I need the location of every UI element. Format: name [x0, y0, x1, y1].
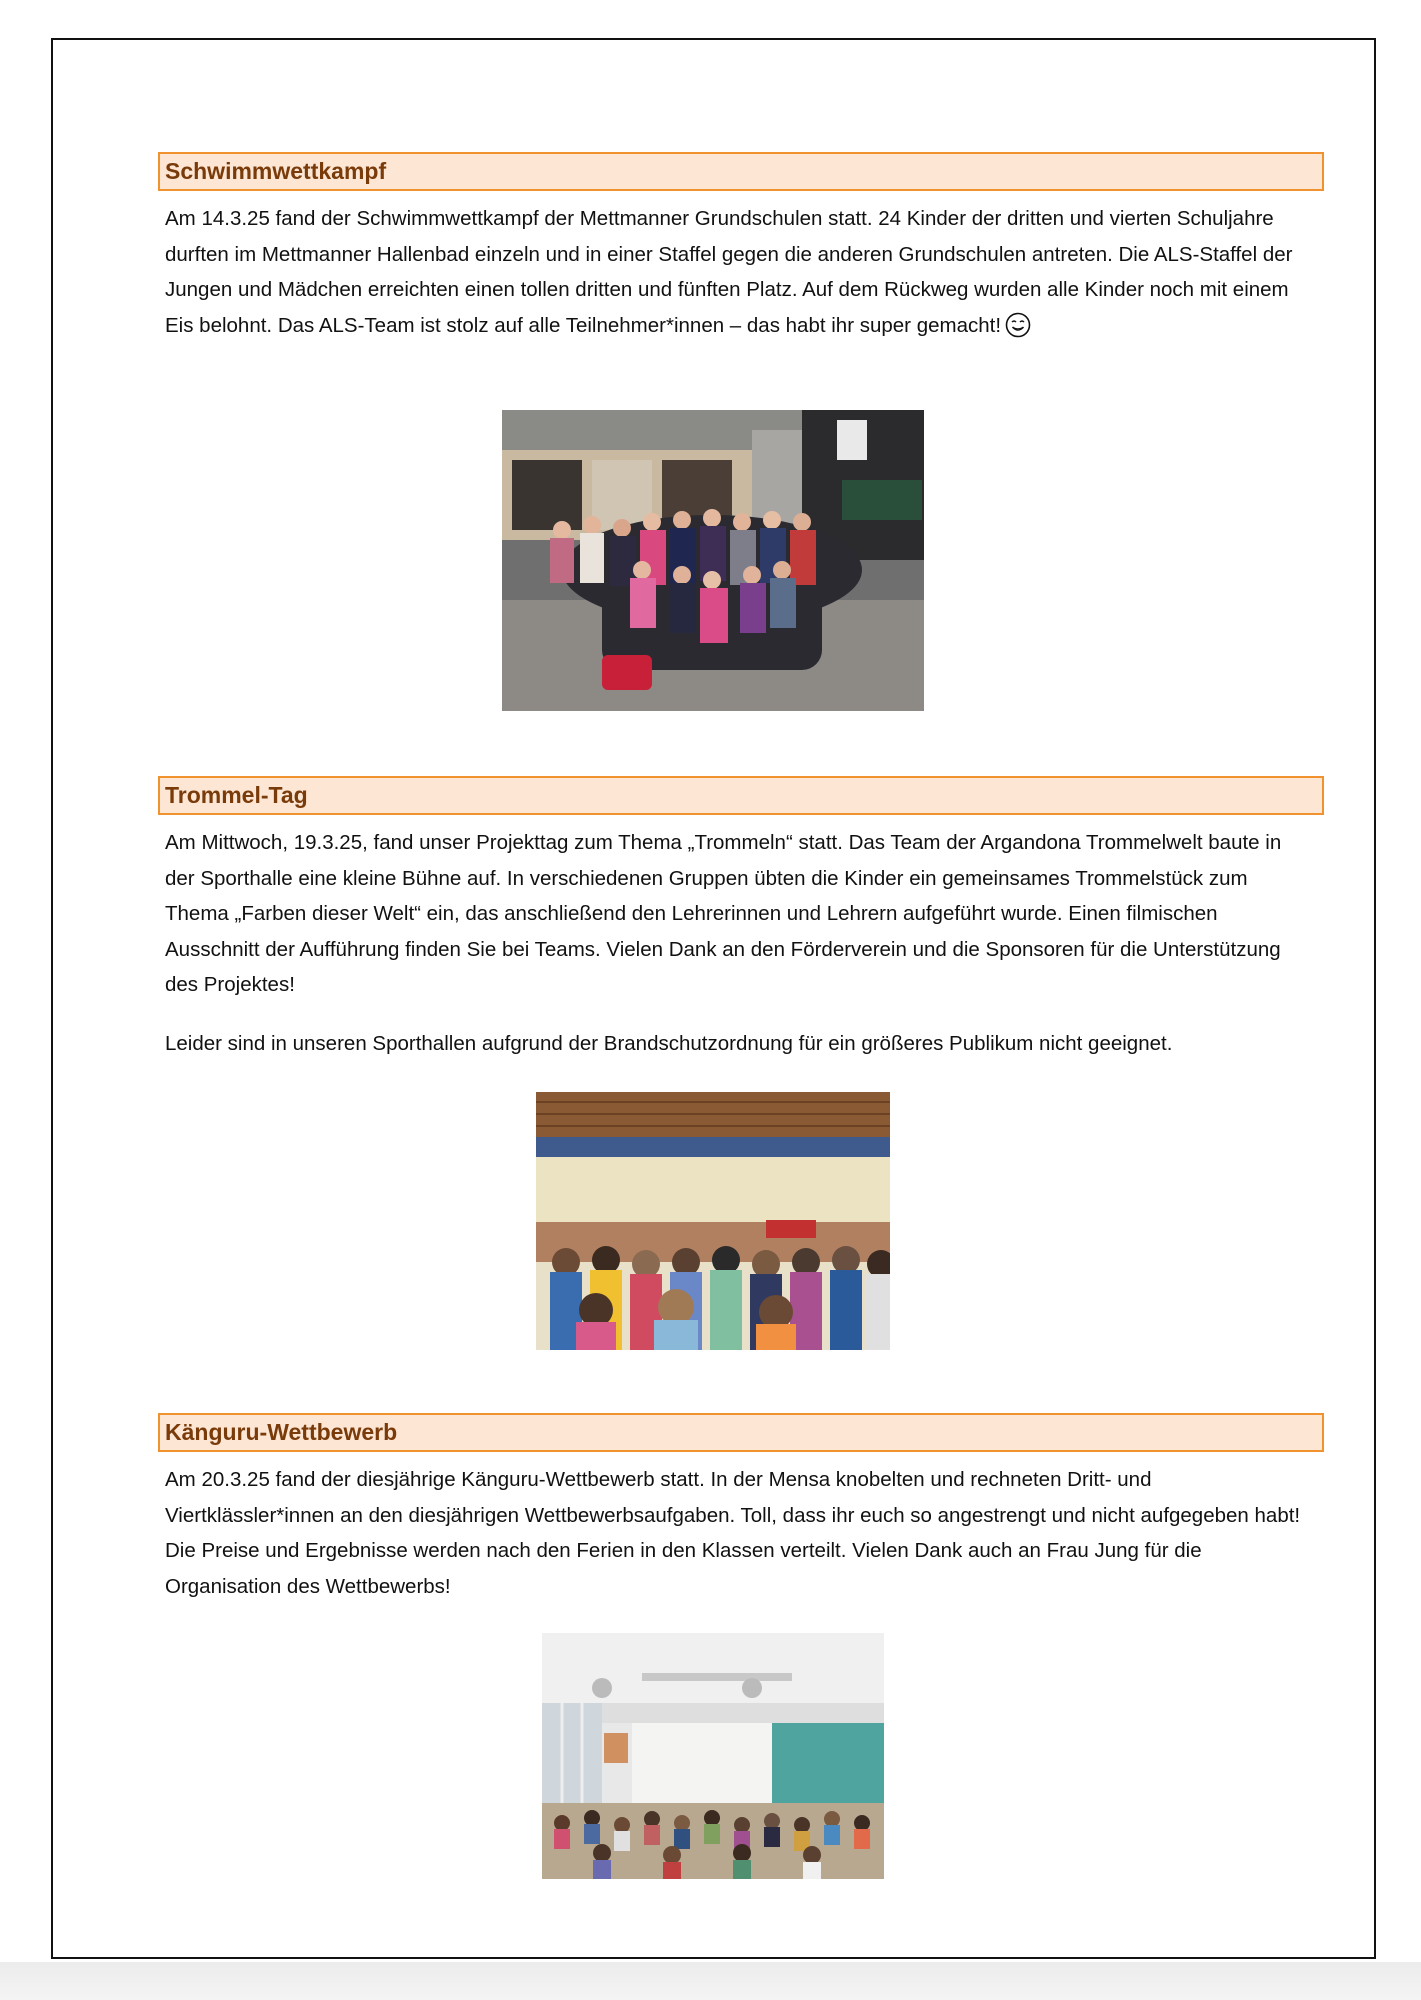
section-heading: Trommel-Tag [158, 776, 1324, 815]
section-paragraph [158, 201, 1324, 343]
section-kaenguru-wettbewerb [158, 1413, 1324, 1604]
section-trommel-tag [158, 776, 1324, 1061]
section-heading: Känguru-Wettbewerb [158, 1413, 1324, 1452]
photo-children-town-square [502, 410, 924, 711]
document-page [51, 38, 1376, 1959]
section-paragraph: Leider sind in unseren Sporthallen aufgrund der Brandschutzordnung für ein größeres Publikum nicht geeignet. [165, 1031, 1173, 1055]
section-paragraph: Am Mittwoch, 19.3.25, fand unser Projekttag zum Thema „Trommeln“ statt. Das Team der Argandona Trommelwelt baute in der Sporthalle eine kleine Bühne auf. In verschiedenen Gruppen übten die Kinder ein gemeinsames Trommelstück zum Thema „Farben dieser Welt“ ein, das anschließend den Lehrerinnen und Lehrern aufgeführt wurde. Einen filmischen Ausschnitt der Aufführung finden Sie bei Teams. Vielen Dank an den Förderverein und die Sponsoren für die Unterstützung des Projektes! [165, 831, 1282, 996]
section-schwimmwettkampf [158, 152, 1324, 343]
viewer-background [0, 1962, 1421, 2000]
photo-cafeteria [542, 1633, 884, 1879]
section-paragraph: Am 20.3.25 fand der diesjährige Känguru-Wettbewerb statt. In der Mensa knobelten und rechneten Dritt- und Viertklässler*innen an den diesjährigen Wettbewerbsaufgaben. Toll, dass ihr euch so angestrengt und nicht aufgegeben habt! Die Preise und Ergebnisse werden nach den Ferien in den Klassen verteilt. Vielen Dank auch an Frau Jung für die Organisation des Wettbewerbs! [165, 1468, 1301, 1598]
smiley-wink-icon [1005, 312, 1031, 338]
section-heading: Schwimmwettkampf [158, 152, 1324, 191]
photo-gym-hall [536, 1092, 890, 1350]
paragraph-text: Am 14.3.25 fand der Schwimmwettkampf der Mettmanner Grundschulen statt. 24 Kinder der dritten und vierten Schuljahre durften im Mettmanner Hallenbad einzeln und in einer Staffel gegen die anderen Grundschulen antreten. Die ALS-Staffel der Jungen und Mädchen erreichten einen tollen dritten und fünften Platz. Auf dem Rückweg wurden alle Kinder noch mit einem Eis belohnt. Das ALS-Team ist stolz auf alle Teilnehmer*innen – das habt ihr super gemacht! [165, 207, 1293, 337]
